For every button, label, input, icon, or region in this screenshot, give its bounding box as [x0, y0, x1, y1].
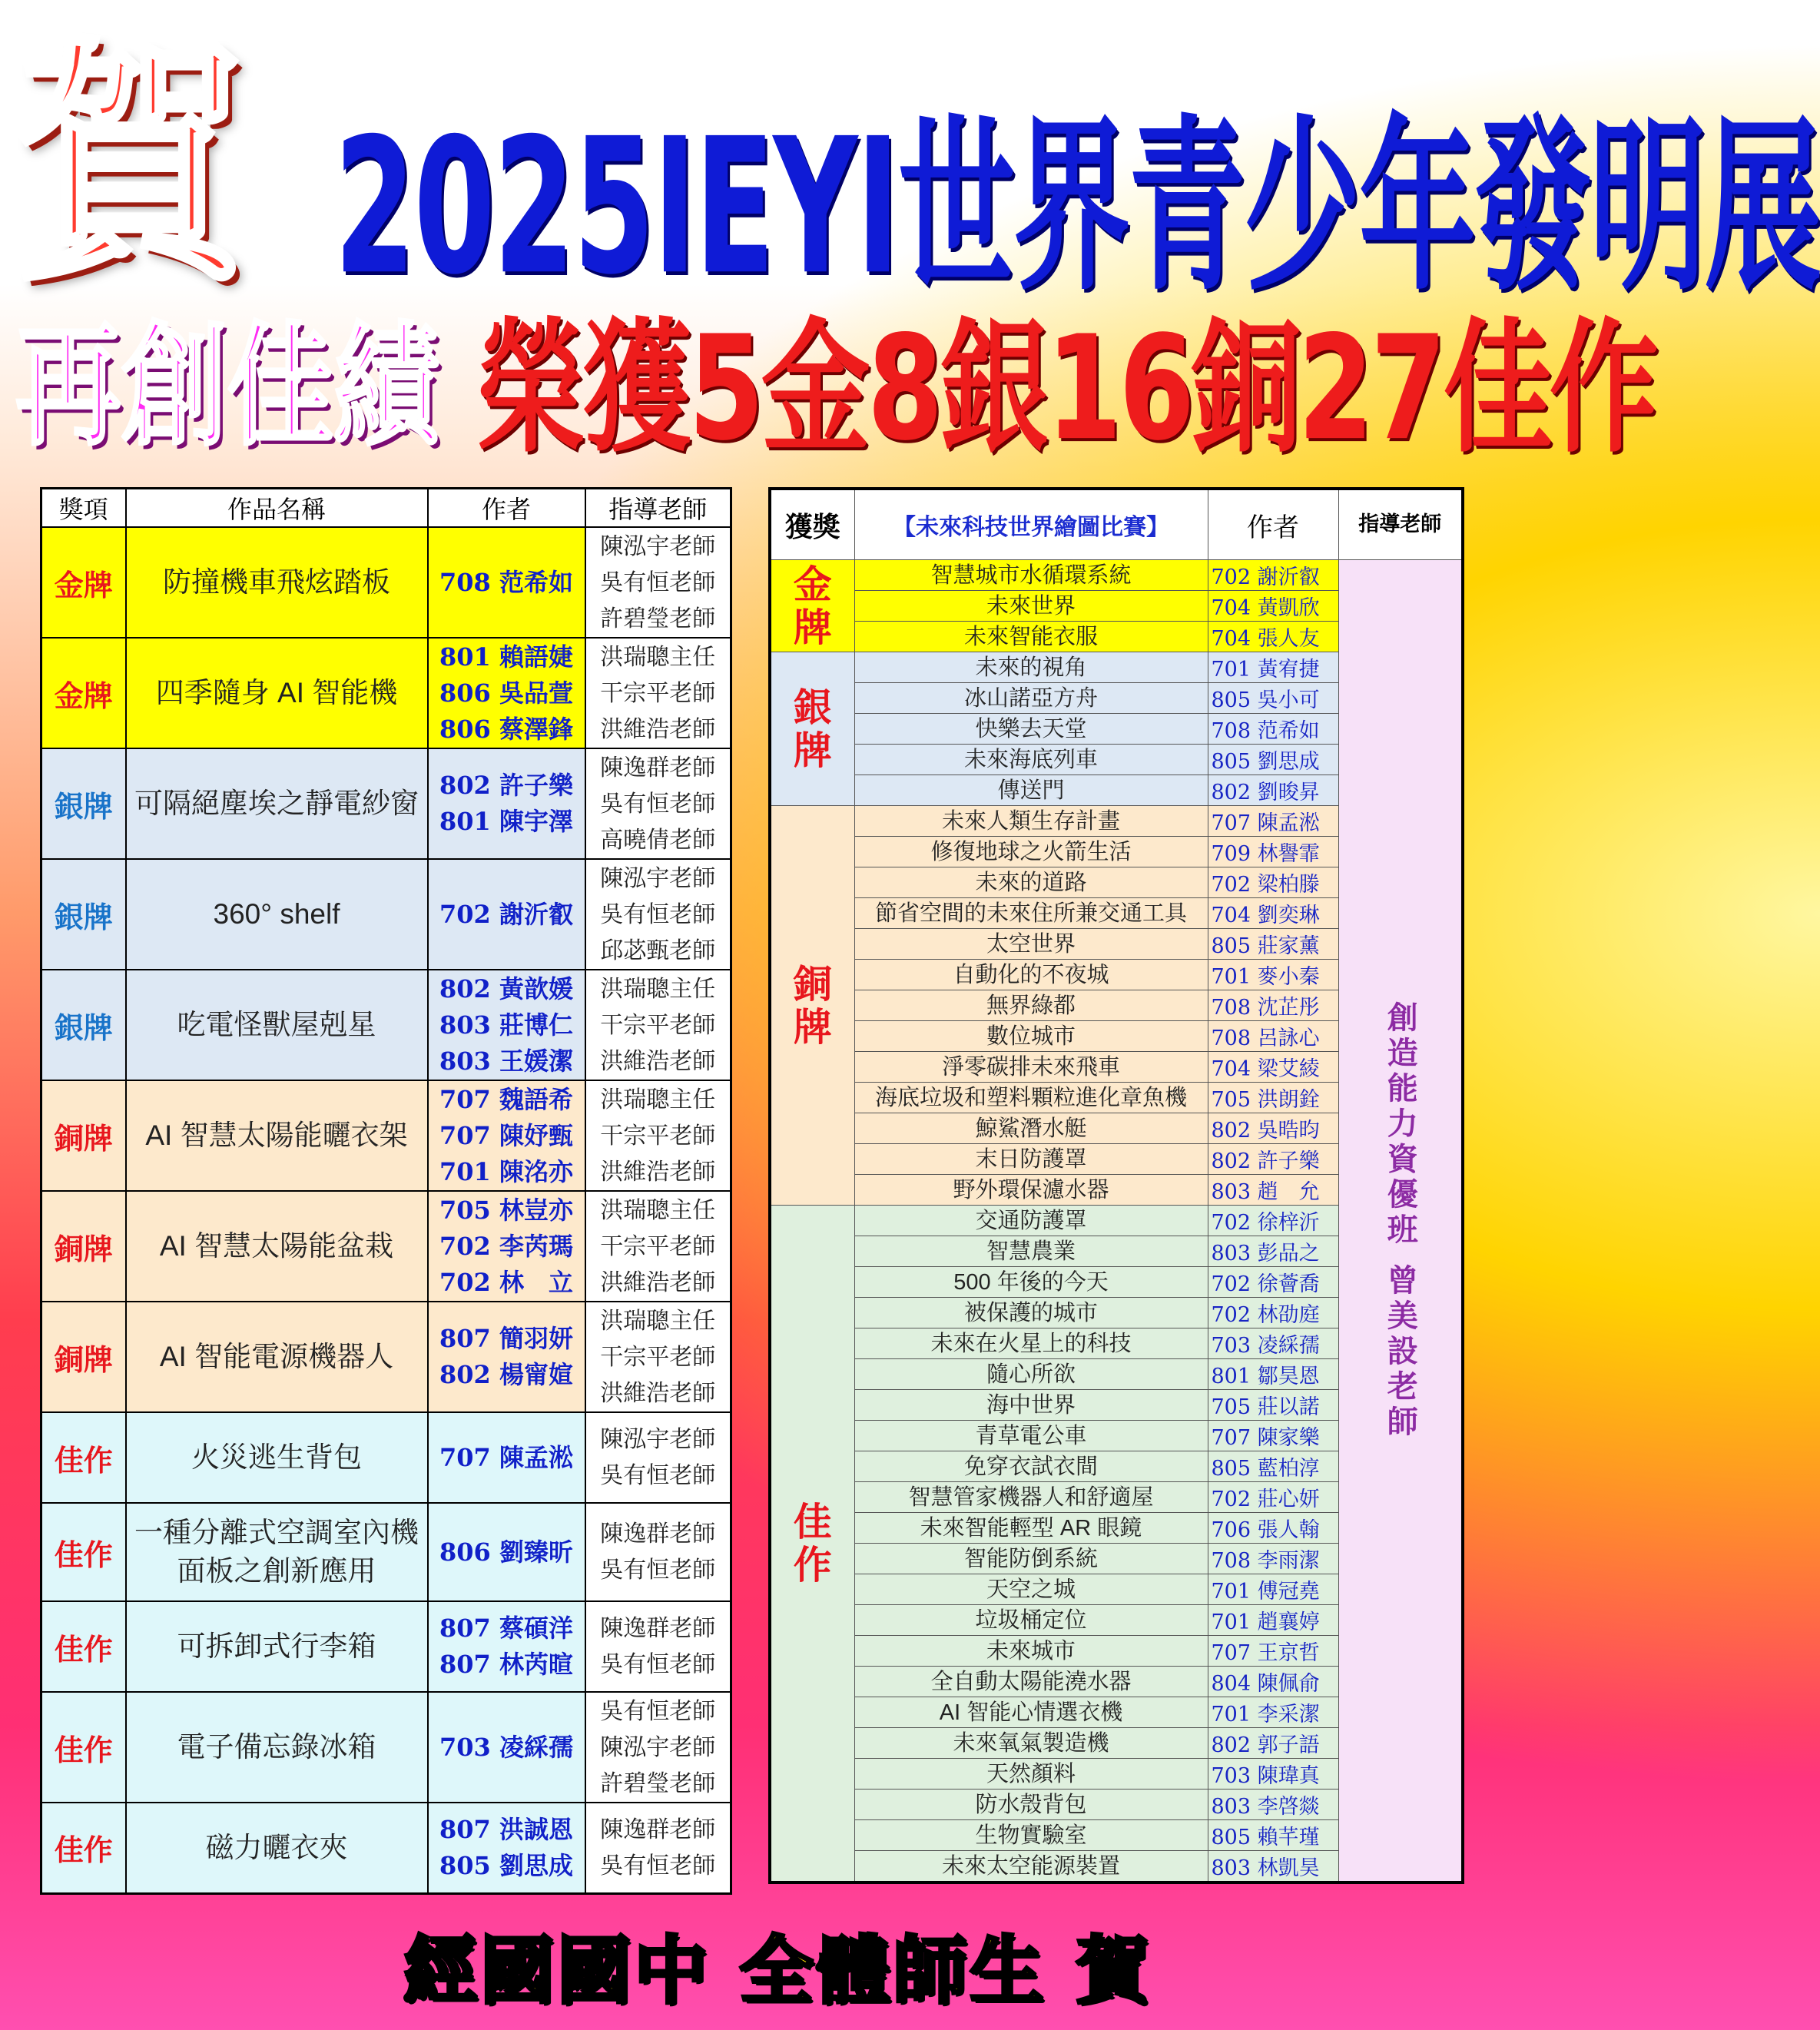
award-cell: 金牌: [41, 638, 126, 748]
author-name: 707 陳孟淞: [439, 1442, 573, 1472]
work-title-cell: 免穿衣試衣間: [854, 1451, 1208, 1482]
table-row: [770, 560, 1463, 591]
teachers-cell: [585, 748, 731, 859]
right-table-header-row: [770, 489, 1463, 560]
work-title-cell: 末日防護罩: [854, 1144, 1208, 1175]
author-cell: 708 李雨潔: [1208, 1544, 1338, 1574]
work-title-cell: 500 年後的今天: [854, 1267, 1208, 1298]
teacher-name: 陳泓宇老師: [600, 532, 716, 560]
teacher-name: 洪維浩老師: [600, 1047, 716, 1075]
work-title-cell: 未來的道路: [854, 867, 1208, 898]
authors-cell: [428, 1503, 585, 1601]
work-title-cell: 海底垃圾和塑料顆粒進化章魚機: [854, 1083, 1208, 1113]
work-title-cell: 全自動太陽能澆水器: [854, 1667, 1208, 1697]
author-cell: 703 凌綵孺: [1208, 1328, 1338, 1359]
award-cell: 銀牌: [41, 970, 126, 1080]
award-cell: 銅牌: [41, 1080, 126, 1191]
work-title-cell: 火災逃生背包: [126, 1412, 428, 1503]
work-title-cell: 智慧城市水循環系統: [854, 560, 1208, 591]
author-cell: 704 劉奕琳: [1208, 898, 1338, 929]
teachers-cell: [585, 1302, 731, 1412]
award-cell: 銀牌: [41, 859, 126, 970]
authors-cell: [428, 1191, 585, 1302]
teacher-name: 高曉倩老師: [600, 826, 716, 854]
work-title-cell: 智慧管家機器人和舒適屋: [854, 1482, 1208, 1513]
teacher-name: 干宗平老師: [600, 1343, 716, 1371]
work-title-cell: 傳送門: [854, 775, 1208, 806]
work-title-cell: 未來世界: [854, 591, 1208, 622]
table-row: [41, 859, 731, 970]
teacher-name: 洪瑞聰主任: [600, 975, 716, 1003]
work-title-cell: 被保護的城市: [854, 1298, 1208, 1328]
teacher-name: 吳有恒老師: [600, 1462, 716, 1489]
teacher-name: 陳泓宇老師: [600, 864, 716, 892]
teacher-name: 吳有恒老師: [600, 901, 716, 928]
teacher-name: 許碧瑩老師: [600, 605, 716, 632]
author-cell: 803 李啓燚: [1208, 1790, 1338, 1820]
author-cell: 804 陳佩俞: [1208, 1667, 1338, 1697]
author-cell: 708 沈芷彤: [1208, 990, 1338, 1021]
award-category-cell: [770, 652, 854, 806]
authors-cell: [428, 1302, 585, 1412]
work-title-cell: 未來智能衣服: [854, 622, 1208, 652]
author-cell: 702 莊心妍: [1208, 1482, 1338, 1513]
header-award: 獎項: [41, 489, 126, 528]
teachers-cell: [585, 1191, 731, 1302]
work-title-cell: 鯨鯊潛水艇: [854, 1113, 1208, 1144]
advisor-text: 創造能力資優班 曾美設老師: [1382, 1000, 1419, 1441]
work-title-cell: 未來城市: [854, 1636, 1208, 1667]
author-name: 707 魏語希: [439, 1084, 573, 1114]
work-title-cell: 可拆卸式行李箱: [126, 1601, 428, 1692]
work-title-cell: 未來智能輕型 AR 眼鏡: [854, 1513, 1208, 1544]
author-name: 805 劉思成: [439, 1850, 573, 1880]
author-cell: 802 郭子語: [1208, 1728, 1338, 1759]
work-title-cell: 未來的視角: [854, 652, 1208, 683]
teacher-name: 洪維浩老師: [600, 1269, 716, 1296]
author-name: 703 凌綵孺: [439, 1732, 573, 1762]
work-title-cell: AI 智慧太陽能曬衣架: [126, 1080, 428, 1191]
author-name: 702 林 立: [439, 1267, 573, 1297]
author-name: 705 林豈亦: [439, 1195, 573, 1225]
teacher-name: 吳有恒老師: [600, 1651, 716, 1678]
table-row: [41, 1080, 731, 1191]
author-cell: 702 梁柏滕: [1208, 867, 1338, 898]
work-title-cell: 360° shelf: [126, 859, 428, 970]
authors-cell: [428, 1692, 585, 1803]
main-title: 2025IEYI世界青少年發明展: [334, 98, 1820, 316]
authors-cell: [428, 970, 585, 1080]
author-cell: 705 洪朗銓: [1208, 1083, 1338, 1113]
authors-cell: [428, 748, 585, 859]
teacher-name: 邱苾甄老師: [600, 937, 716, 964]
author-cell: 802 劉晙昇: [1208, 775, 1338, 806]
author-name: 802 黃歆媛: [439, 974, 573, 1003]
teacher-name: 許碧瑩老師: [600, 1770, 716, 1797]
award-cell: 金牌: [41, 527, 126, 638]
work-title-cell: 快樂去天堂: [854, 714, 1208, 745]
congrats-character: 賀: [15, 15, 246, 316]
work-title-cell: 未來人類生存計畫: [854, 806, 1208, 837]
author-cell: 709 林譽霏: [1208, 837, 1338, 867]
teacher-name: 洪維浩老師: [600, 1158, 716, 1186]
rheader-award: 獲獎: [770, 489, 854, 560]
author-name: 806 劉臻昕: [439, 1537, 573, 1567]
work-title-cell: 防撞機車飛炫踏板: [126, 527, 428, 638]
authors-cell: [428, 1803, 585, 1893]
work-title-cell: 智慧農業: [854, 1236, 1208, 1267]
award-category-label: 金 牌: [793, 561, 832, 650]
header-author: 作者: [428, 489, 585, 528]
teacher-name: 洪瑞聰主任: [600, 643, 716, 671]
author-cell: 707 陳孟淞: [1208, 806, 1338, 837]
work-title-cell: 節省空間的未來住所兼交通工具: [854, 898, 1208, 929]
work-title-cell: 太空世界: [854, 929, 1208, 960]
author-cell: 708 范希如: [1208, 714, 1338, 745]
work-title-cell: 天然顏料: [854, 1759, 1208, 1790]
table-row: [41, 1191, 731, 1302]
authors-cell: [428, 527, 585, 638]
teachers-cell: [585, 1601, 731, 1692]
teacher-name: 洪瑞聰主任: [600, 1086, 716, 1113]
award-cell: 佳作: [41, 1503, 126, 1601]
work-title-cell: AI 智慧太陽能盆栽: [126, 1191, 428, 1302]
author-cell: 705 莊以諾: [1208, 1390, 1338, 1421]
authors-cell: [428, 1080, 585, 1191]
work-title-cell: 未來在火星上的科技: [854, 1328, 1208, 1359]
header-work: 作品名稱: [126, 489, 428, 528]
teacher-name: 吳有恒老師: [600, 1557, 716, 1584]
teacher-name: 陳泓宇老師: [600, 1733, 716, 1761]
header-teacher: 指導老師: [585, 489, 731, 528]
author-cell: 703 陳瑋真: [1208, 1759, 1338, 1790]
rheader-author: 作者: [1208, 489, 1338, 560]
table-row: [41, 1692, 731, 1803]
author-name: 702 謝沂叡: [439, 899, 573, 929]
author-cell: 701 麥小秦: [1208, 960, 1338, 990]
work-title-cell: 淨零碳排未來飛車: [854, 1052, 1208, 1083]
author-cell: 805 賴芊瑾: [1208, 1820, 1338, 1851]
work-title-cell: 未來氧氣製造機: [854, 1728, 1208, 1759]
teacher-name: 干宗平老師: [600, 1011, 716, 1039]
work-title-cell: 天空之城: [854, 1574, 1208, 1605]
work-title-cell: AI 智能心情選衣機: [854, 1697, 1208, 1728]
authors-cell: [428, 638, 585, 748]
author-cell: 803 林凱昊: [1208, 1851, 1338, 1883]
table-row: [41, 527, 731, 638]
author-cell: 805 吳小可: [1208, 683, 1338, 714]
work-title-cell: 可隔絕塵埃之靜電紗窗: [126, 748, 428, 859]
teacher-name: 干宗平老師: [600, 1232, 716, 1260]
work-title-cell: 修復地球之火箭生活: [854, 837, 1208, 867]
work-title-cell: 垃圾桶定位: [854, 1605, 1208, 1636]
author-cell: 702 徐薈喬: [1208, 1267, 1338, 1298]
teacher-name: 吳有恒老師: [600, 1852, 716, 1879]
author-cell: 704 黃凱欣: [1208, 591, 1338, 622]
subtitle-right: 榮獲5金8銀16銅27佳作: [476, 305, 1656, 473]
author-cell: 702 林劭庭: [1208, 1298, 1338, 1328]
author-name: 802 楊甯媗: [439, 1360, 573, 1389]
authors-cell: [428, 1412, 585, 1503]
award-cell: 銅牌: [41, 1302, 126, 1412]
right-table-body: [770, 560, 1463, 1883]
left-table-header-row: [41, 489, 731, 528]
author-name: 803 莊博仁: [439, 1010, 573, 1040]
author-name: 806 吳品萱: [439, 678, 573, 708]
table-row: [41, 970, 731, 1080]
work-title-cell: 冰山諾亞方舟: [854, 683, 1208, 714]
author-cell: 701 李采潔: [1208, 1697, 1338, 1728]
author-name: 803 王媛潔: [439, 1046, 573, 1076]
work-title-cell: 數位城市: [854, 1021, 1208, 1052]
author-name: 802 許子樂: [439, 771, 573, 800]
author-cell: 702 謝沂叡: [1208, 560, 1338, 591]
work-title-cell: 無界綠都: [854, 990, 1208, 1021]
author-cell: 803 趙 允: [1208, 1175, 1338, 1206]
author-name: 807 蔡碩洋: [439, 1614, 573, 1643]
author-cell: 805 藍柏淳: [1208, 1451, 1338, 1482]
award-category-cell: [770, 1206, 854, 1883]
table-row: [41, 1412, 731, 1503]
author-name: 807 簡羽妍: [439, 1324, 573, 1353]
author-name: 702 李芮瑪: [439, 1231, 573, 1261]
author-cell: 701 黃宥捷: [1208, 652, 1338, 683]
author-cell: 704 張人友: [1208, 622, 1338, 652]
author-cell: 707 王京哲: [1208, 1636, 1338, 1667]
author-cell: 706 張人翰: [1208, 1513, 1338, 1544]
teacher-name: 陳泓宇老師: [600, 1426, 716, 1453]
author-cell: 803 彭品之: [1208, 1236, 1338, 1267]
teacher-name: 洪維浩老師: [600, 715, 716, 743]
author-cell: 701 趙襄婷: [1208, 1605, 1338, 1636]
teacher-name: 洪瑞聰主任: [600, 1196, 716, 1224]
work-title-cell: 磁力曬衣夾: [126, 1803, 428, 1893]
award-cell: 佳作: [41, 1601, 126, 1692]
award-cell: 佳作: [41, 1692, 126, 1803]
teacher-name: 洪維浩老師: [600, 1379, 716, 1407]
teacher-name: 吳有恒老師: [600, 1697, 716, 1725]
footer-congrats: 經國國中 全體師生 賀: [403, 1928, 1152, 2014]
teacher-name: 陳逸群老師: [600, 1816, 716, 1843]
author-name: 807 洪誠恩: [439, 1814, 573, 1844]
work-title-cell: 未來太空能源裝置: [854, 1851, 1208, 1883]
work-title-cell: 防水殼背包: [854, 1790, 1208, 1820]
teacher-name: 陳逸群老師: [600, 754, 716, 781]
author-name: 701 陳洺亦: [439, 1156, 573, 1186]
author-name: 707 陳妤甄: [439, 1120, 573, 1150]
teacher-name: 干宗平老師: [600, 679, 716, 707]
work-title-cell: 智能防倒系統: [854, 1544, 1208, 1574]
teachers-cell: [585, 527, 731, 638]
teachers-cell: [585, 859, 731, 970]
authors-cell: [428, 859, 585, 970]
award-cell: 銅牌: [41, 1191, 126, 1302]
author-name: 708 范希如: [439, 567, 573, 597]
work-title-cell: 生物實驗室: [854, 1820, 1208, 1851]
teachers-cell: [585, 638, 731, 748]
author-name: 801 陳宇澤: [439, 807, 573, 836]
teachers-cell: [585, 1503, 731, 1601]
award-cell: 佳作: [41, 1412, 126, 1503]
work-title-cell: 交通防護罩: [854, 1206, 1208, 1236]
teacher-name: 洪瑞聰主任: [600, 1307, 716, 1335]
table-row: [41, 1302, 731, 1412]
author-name: 806 蔡澤鋒: [439, 714, 573, 744]
award-cell: 銀牌: [41, 748, 126, 859]
work-title-cell: 隨心所欲: [854, 1359, 1208, 1390]
work-title-cell: 自動化的不夜城: [854, 960, 1208, 990]
award-category-label: 銅 牌: [793, 960, 832, 1050]
author-cell: 708 呂詠心: [1208, 1021, 1338, 1052]
work-title-cell: 一種分離式空調室內機 面板之創新應用: [126, 1503, 428, 1601]
advisor-cell: [1338, 560, 1463, 1883]
authors-cell: [428, 1601, 585, 1692]
award-category-cell: [770, 560, 854, 652]
teachers-cell: [585, 1080, 731, 1191]
work-title-cell: 海中世界: [854, 1390, 1208, 1421]
work-title-cell: 四季隨身 AI 智能機: [126, 638, 428, 748]
author-name: 807 林芮暄: [439, 1650, 573, 1679]
award-cell: 佳作: [41, 1803, 126, 1893]
teacher-name: 吳有恒老師: [600, 569, 716, 596]
award-category-cell: [770, 806, 854, 1206]
table-row: [41, 748, 731, 859]
left-table-body: [41, 527, 731, 1893]
teachers-cell: [585, 1692, 731, 1803]
work-title-cell: 青草電公車: [854, 1421, 1208, 1451]
teacher-name: 干宗平老師: [600, 1122, 716, 1149]
teachers-cell: [585, 1412, 731, 1503]
award-category-label: 佳 作: [793, 1498, 832, 1587]
table-row: [41, 1601, 731, 1692]
teacher-name: 吳有恒老師: [600, 790, 716, 818]
teacher-name: 陳逸群老師: [600, 1521, 716, 1547]
author-cell: 704 梁艾綾: [1208, 1052, 1338, 1083]
teachers-cell: [585, 1803, 731, 1893]
author-cell: 707 陳家樂: [1208, 1421, 1338, 1451]
table-row: [41, 638, 731, 748]
author-cell: 805 莊家薰: [1208, 929, 1338, 960]
author-cell: 701 傅冠堯: [1208, 1574, 1338, 1605]
subtitle-left: 再創佳績: [15, 309, 440, 464]
work-title-cell: 電子備忘錄冰箱: [126, 1692, 428, 1803]
table-row: [41, 1503, 731, 1601]
drawing-contest-table: [768, 487, 1464, 1884]
author-cell: 802 許子樂: [1208, 1144, 1338, 1175]
work-title-cell: AI 智能電源機器人: [126, 1302, 428, 1412]
work-title-cell: 野外環保濾水器: [854, 1175, 1208, 1206]
work-title-cell: 未來海底列車: [854, 745, 1208, 775]
award-category-label: 銀 牌: [793, 684, 832, 773]
author-cell: 805 劉思成: [1208, 745, 1338, 775]
teachers-cell: [585, 970, 731, 1080]
work-title-cell: 吃電怪獸屋剋星: [126, 970, 428, 1080]
author-cell: 702 徐梓沂: [1208, 1206, 1338, 1236]
invention-awards-table: [40, 487, 732, 1895]
author-cell: 801 鄒昊恩: [1208, 1359, 1338, 1390]
teacher-name: 陳逸群老師: [600, 1615, 716, 1642]
table-row: [41, 1803, 731, 1893]
rheader-competition: 【未來科技世界繪圖比賽】: [854, 489, 1208, 560]
rheader-teacher: 指導老師: [1338, 489, 1463, 560]
author-name: 801 賴語婕: [439, 642, 573, 672]
author-cell: 802 吳晧昀: [1208, 1113, 1338, 1144]
